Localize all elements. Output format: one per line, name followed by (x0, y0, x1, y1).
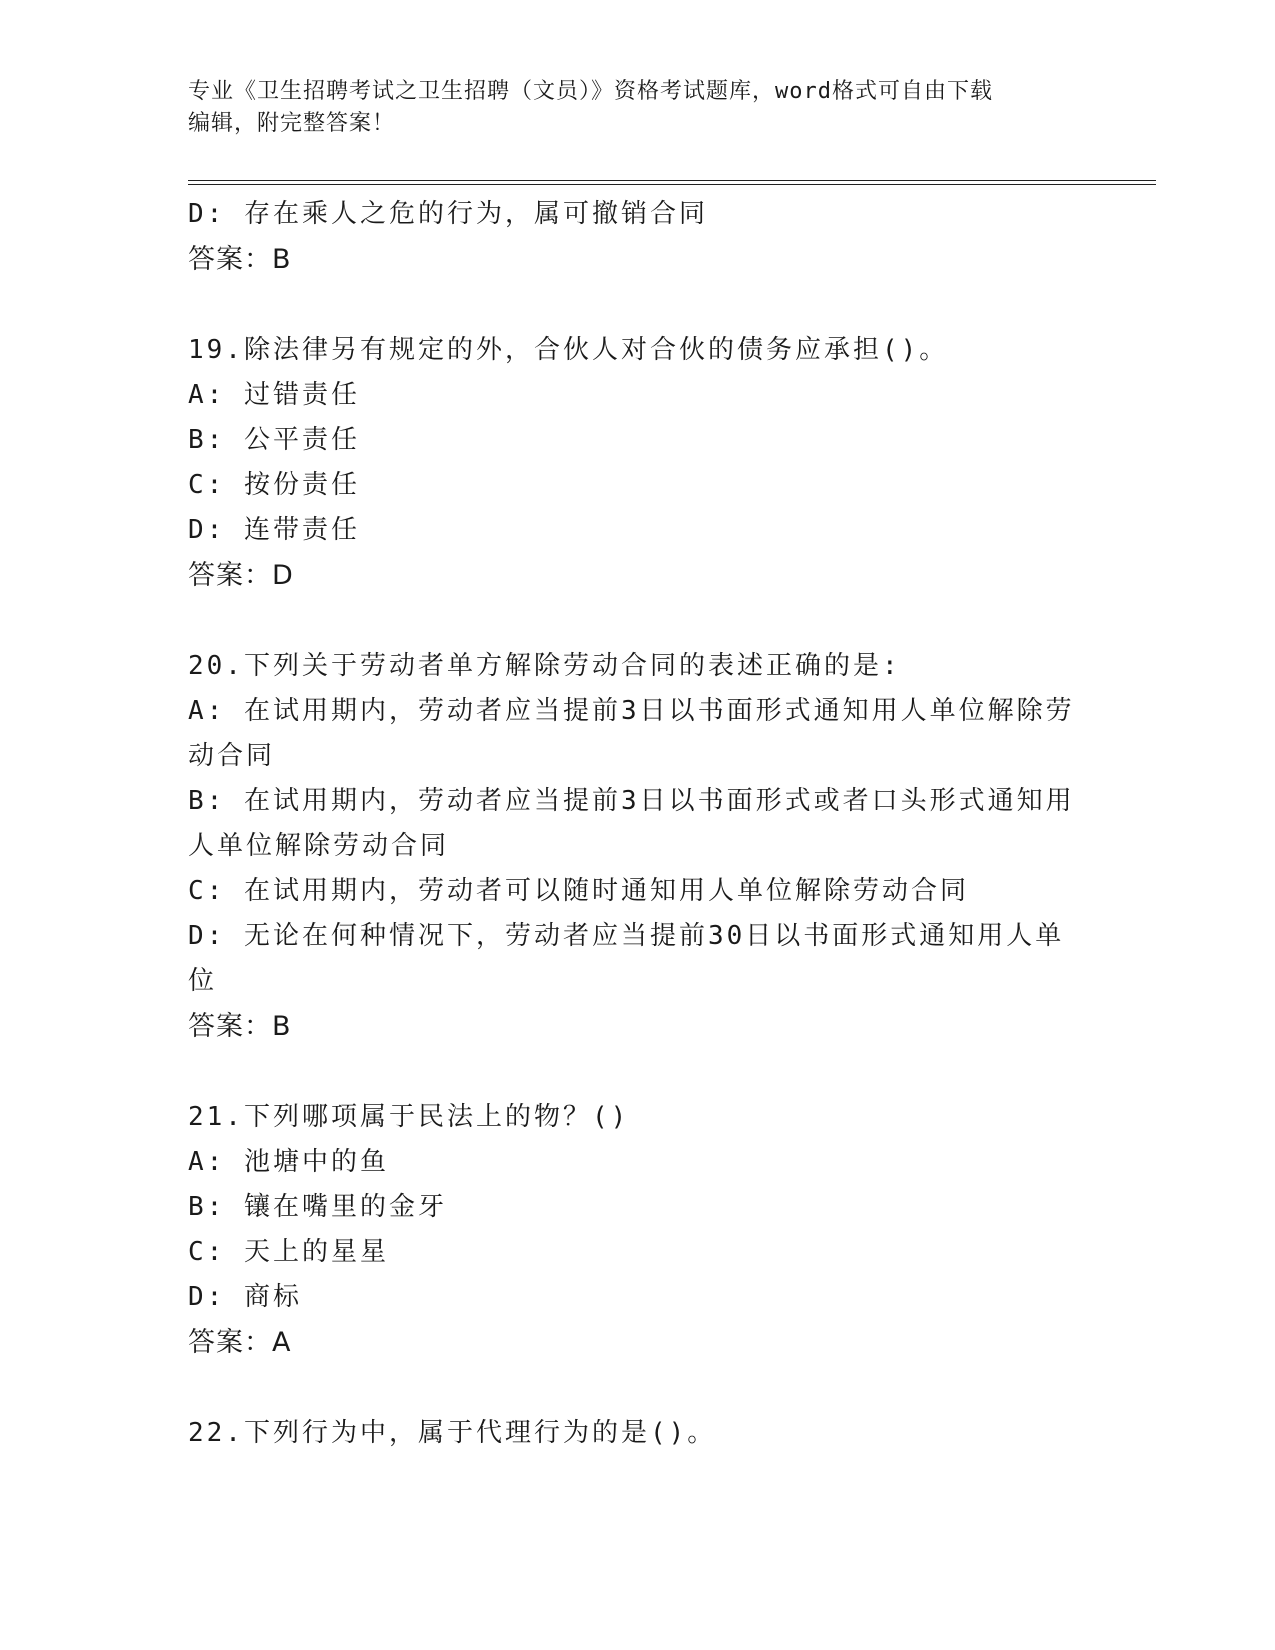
question-content (188, 192, 1088, 1456)
question-19 (188, 328, 1088, 598)
question-21-option-d: D: 商标 (188, 1282, 302, 1312)
question-19-option-c: C: 按份责任 (188, 470, 360, 500)
question-20-option-d: D: 无论在何种情况下，劳动者应当提前30日以书面形式通知用人单位 (188, 921, 1065, 996)
question-19-option-b: B: 公平责任 (188, 425, 360, 455)
question-20 (188, 644, 1088, 1049)
question-21 (188, 1095, 1088, 1365)
spacer (188, 598, 1088, 644)
question-22-stem: 22.下列行为中，属于代理行为的是()。 (188, 1418, 717, 1448)
question-21-option-c: C: 天上的星星 (188, 1237, 389, 1267)
question-20-option-b: B: 在试用期内，劳动者应当提前3日以书面形式或者口头形式通知用人单位解除劳动合同 (188, 786, 1075, 861)
spacer (188, 1365, 1088, 1411)
question-21-answer: 答案：A (188, 1327, 292, 1358)
question-20-option-c: C: 在试用期内，劳动者可以随时通知用人单位解除劳动合同 (188, 876, 969, 906)
page-header (188, 76, 1088, 140)
prev-answer: 答案：B (188, 244, 292, 275)
question-21-option-a: A: 池塘中的鱼 (188, 1147, 389, 1177)
question-22 (188, 1411, 1088, 1456)
question-19-answer: 答案：D (188, 560, 294, 591)
header-line-2: 编辑，附完整答案！ (188, 111, 396, 136)
header-line-1: 专业《卫生招聘考试之卫生招聘（文员）》资格考试题库，word格式可自由下载 (188, 79, 993, 104)
question-19-option-d: D: 连带责任 (188, 515, 360, 545)
question-21-option-b: B: 镶在嘴里的金牙 (188, 1192, 447, 1222)
question-20-answer: 答案：B (188, 1011, 292, 1042)
question-20-option-a: A: 在试用期内，劳动者应当提前3日以书面形式通知用人单位解除劳动合同 (188, 696, 1075, 771)
question-19-option-a: A: 过错责任 (188, 380, 360, 410)
header-double-rule (188, 180, 1156, 185)
prev-option-d: D: 存在乘人之危的行为，属可撤销合同 (188, 199, 708, 229)
spacer (188, 1049, 1088, 1095)
question-21-stem: 21.下列哪项属于民法上的物？() (188, 1102, 630, 1132)
question-20-stem: 20.下列关于劳动者单方解除劳动合同的表述正确的是: (188, 651, 901, 681)
question-19-stem: 19.除法律另有规定的外，合伙人对合伙的债务应承担()。 (188, 335, 949, 365)
spacer (188, 282, 1088, 328)
